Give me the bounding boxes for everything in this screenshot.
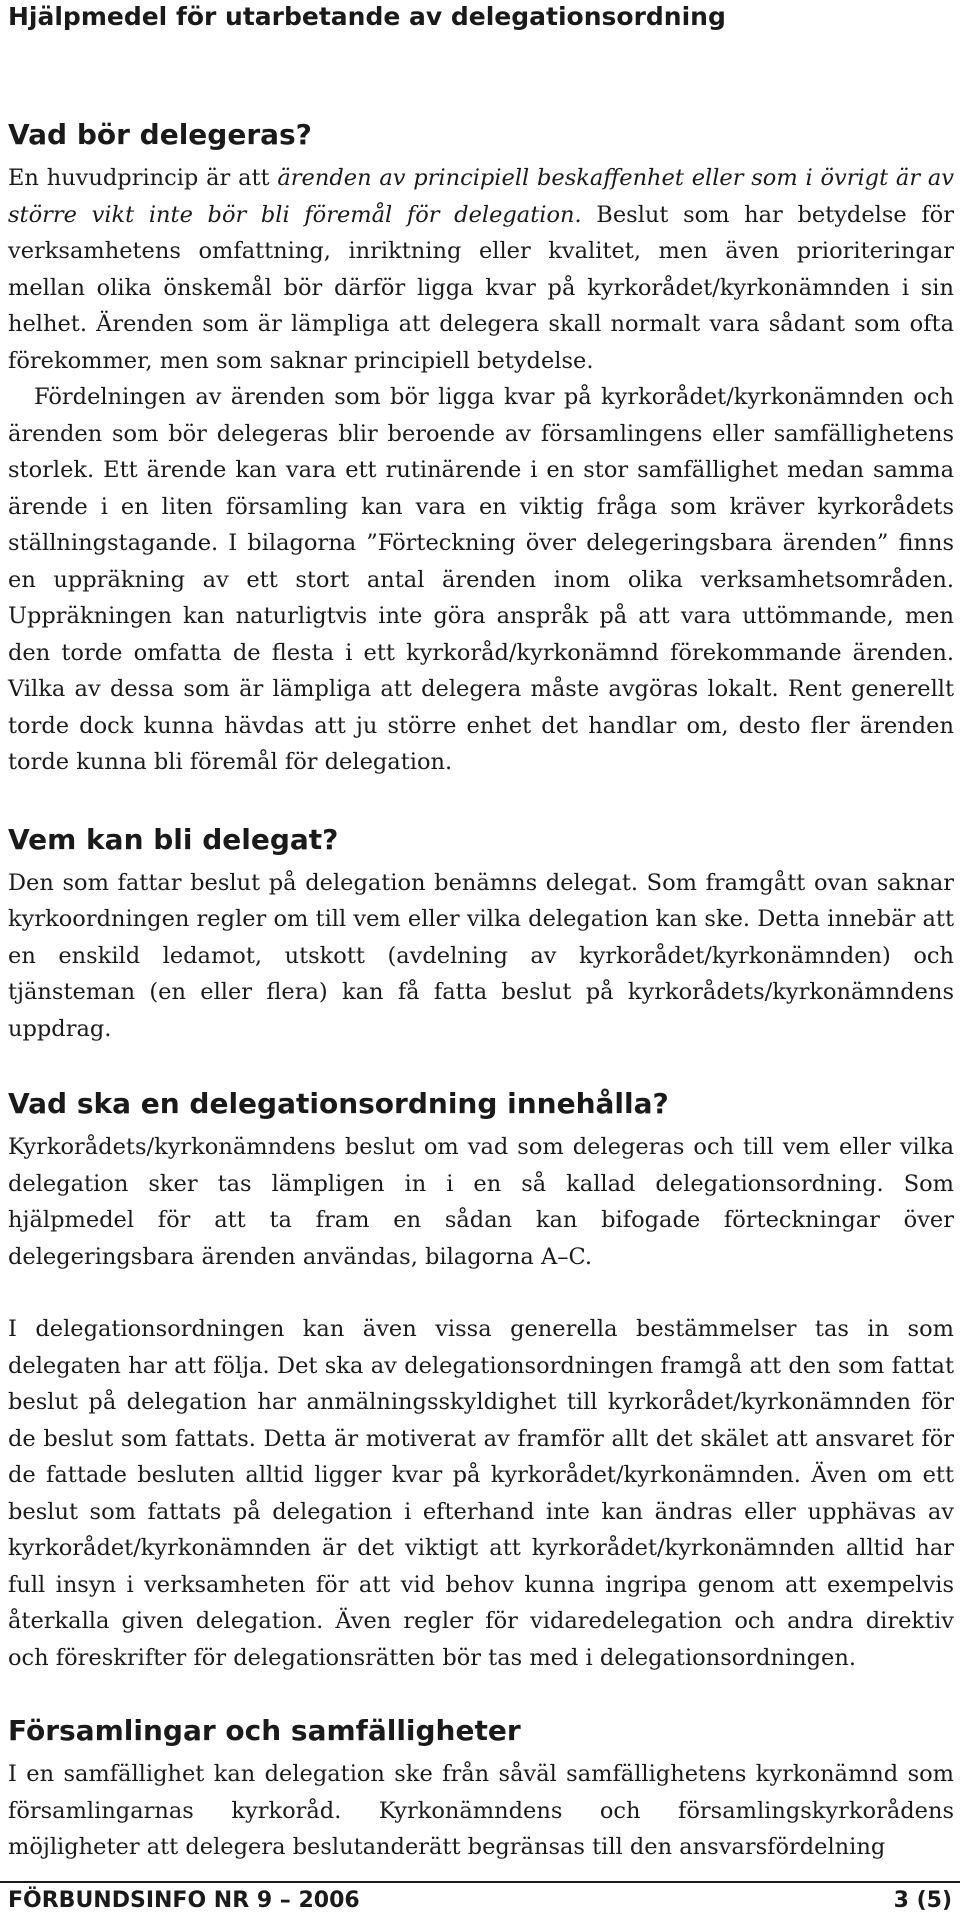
paragraph-italic: ärenden av principiell beskaffenhet eller som i övrigt är av större vikt inte bör bli föremål för delegation. [8, 165, 954, 228]
section-forsamlingar-och-samfalligheter [8, 1712, 954, 1866]
section-delegationsordning-innehall [8, 1085, 954, 1676]
paragraph: Kyrkorådets/kyrkonämndens beslut om vad som delegeras och till vem eller vilka delegation sker tas lämpligen in i en så kallad delegationsordning. Som hjälpmedel för att ta fram en sådan kan bifogade förteckningar över delegeringsbara ärenden användas, bilagorna A–C. [8, 1134, 954, 1270]
section-heading: Församlingar och samfälligheter [8, 1714, 521, 1747]
section-vem-kan-bli-delegat [8, 821, 954, 1048]
running-header-title: Hjälpmedel för utarbetande av delegationsordning [8, 2, 726, 31]
paragraph-lead: En huvudprincip är att [8, 165, 278, 191]
footer-page-number: 3 (5) [893, 1888, 952, 1913]
paragraph: Fördelningen av ärenden som bör ligga kvar på kyrkorådet/kyrkonämnden och ärenden som bör delegeras blir beroende av församlingens eller samfällighetens storlek. Ett ärende kan vara ett rutinärende i en stor samfällighet medan samma ärende i en liten församling kan vara en viktig fråga som kräver kyrkorådets ställningstagande. I bilagorna ”Förteckning över delegeringsbara ärenden” finns en uppräkning av ett stort antal ärenden inom olika verksamhetsområden. Uppräkningen kan naturligtvis inte göra anspråk på att vara uttömmande, men den torde omfatta de flesta i ett kyrkoråd/kyrkonämnd förekommande ärenden. Vilka av dessa som är lämpliga att delegera måste avgöras lokalt. Rent generellt torde dock kunna hävdas att ju större enhet det handlar om, desto fler ärenden torde kunna bli föremål för delegation. [8, 384, 954, 775]
paragraph: I delegationsordningen kan även vissa generella bestämmelser tas in som delegaten har att följa. Det ska av delegationsordningen framgå att den som fattat beslut på delegation har anmälningsskyldighet till kyrkorådet/kyrkonämnden för de beslut som fattats. Detta är motiverat av framför allt det skälet att ansvaret för de fattade besluten alltid ligger kvar på kyrkorådet/kyrkonämnden. Även om ett beslut som fattats på delegation i efterhand inte kan ändras eller upphävas av kyrkorådet/kyrkonämnden är det viktigt att kyrkorådet/kyrkonämnden alltid har full insyn i verksamheten för att vid behov kunna ingripa genom att exempelvis återkalla given delegation. Även regler för vidaredelegation och andra direktiv och föreskrifter för delegationsrätten bör tas med i delegationsordningen. [8, 1316, 954, 1671]
document-body [8, 116, 954, 1866]
footer-publication: FÖRBUNDSINFO NR 9 – 2006 [8, 1888, 360, 1913]
section-vad-bor-delegeras [8, 116, 954, 781]
paragraph: I en samfällighet kan delegation ske från såväl samfällighetens kyrkonämnd som församlingarnas kyrkoråd. Kyrkonämndens och församlingskyrkorådens möjligheter att delegera beslutanderätt begränsas till den ansvarsfördelning [8, 1761, 954, 1860]
section-heading: Vad ska en delegationsordning innehålla? [8, 1087, 669, 1120]
section-heading: Vad bör delegeras? [8, 118, 312, 151]
section-heading: Vem kan bli delegat? [8, 822, 339, 856]
page-footer [8, 1888, 952, 1913]
paragraph [8, 160, 954, 379]
paragraph: Den som fattar beslut på delegation benämns delegat. Som framgått ovan saknar kyrkoordningen regler om till vem eller vilka delegation kan ske. Detta innebär att en enskild ledamot, utskott (avdelning av kyrkorådet/kyrkonämnden) och tjänsteman (en eller flera) kan få fatta beslut på kyrkorådets/kyrkonämndens uppdrag. [8, 869, 954, 1042]
footer-rule [0, 1881, 960, 1883]
paragraph-rest: Beslut som har betydelse för verksamhetens omfattning, inriktning eller kvalitet, men även prioriteringar mellan olika önskemål bör därför ligga kvar på kyrkorådet/kyrkonämnden i sin helhet. Ärenden som är lämpliga att delegera skall normalt vara sådant som ofta förekommer, men som saknar principiell betydelse. [8, 201, 954, 374]
